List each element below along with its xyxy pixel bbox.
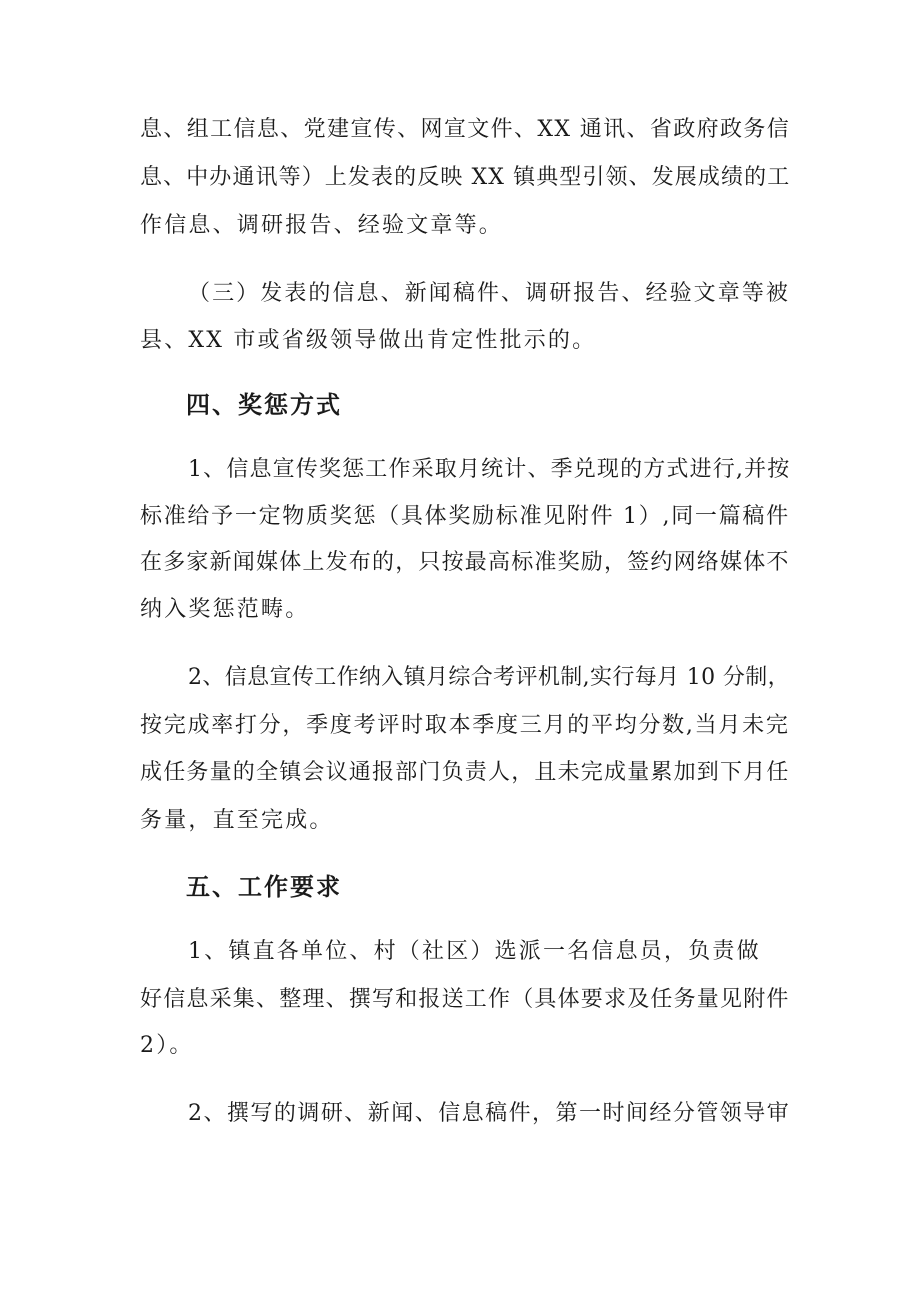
paragraph-line: 成任务量的全镇会议通报部门负责人，且未完成量累加到下月任 bbox=[140, 760, 790, 785]
paragraph-line: 按完成率打分，季度考评时取本季度三月的平均分数,当月未完 bbox=[140, 713, 790, 738]
paragraph-line: 标准给予一定物质奖惩（具体奖励标准见附件 1）,同一篇稿件 bbox=[140, 504, 790, 529]
paragraph-line: 1、镇直各单位、村（社区）选派一名信息员，负责做 bbox=[188, 939, 761, 964]
section-heading: 四、奖惩方式 bbox=[186, 391, 342, 419]
section-heading: 五、工作要求 bbox=[186, 873, 342, 901]
paragraph-line: 好信息采集、整理、撰写和报送工作（具体要求及任务量见附件 bbox=[140, 987, 790, 1012]
paragraph-line: 纳入奖惩范畴。 bbox=[140, 597, 310, 622]
paragraph-line: 务量，直至完成。 bbox=[140, 808, 334, 833]
paragraph-line: 2）。 bbox=[140, 1033, 194, 1058]
paragraph-line: 2、撰写的调研、新闻、信息稿件，第一时间经分管领导审 bbox=[188, 1101, 791, 1126]
paragraph-line: 县、XX 市或省级领导做出肯定性批示的。 bbox=[140, 328, 597, 353]
paragraph-line: 1、信息宣传奖惩工作采取月统计、季兑现的方式进行,并按 bbox=[188, 457, 791, 482]
paragraph-line: 作信息、调研报告、经验文章等。 bbox=[140, 213, 504, 238]
paragraph-line: 息、中办通讯等）上发表的反映 XX 镇典型引领、发展成绩的工 bbox=[140, 165, 791, 190]
paragraph-line: 在多家新闻媒体上发布的，只按最高标准奖励，签约网络媒体不 bbox=[140, 550, 790, 575]
paragraph-line: 2、信息宣传工作纳入镇月综合考评机制,实行每月 10 分制， bbox=[188, 665, 790, 690]
paragraph-line: （三）发表的信息、新闻稿件、调研报告、经验文章等被 bbox=[188, 281, 791, 306]
paragraph-line: 息、组工信息、党建宣传、网宣文件、XX 通讯、省政府政务信 bbox=[140, 117, 791, 142]
